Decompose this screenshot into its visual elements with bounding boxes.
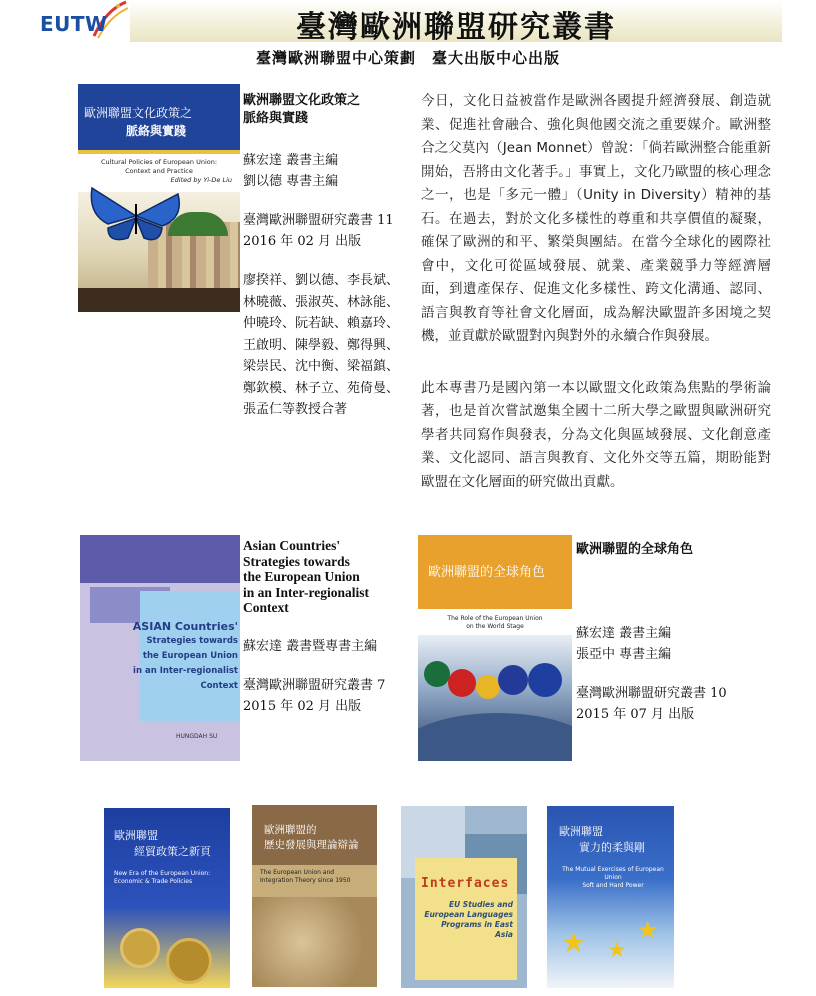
book-title: Asian Countries' Strategies towards the European Union in an Inter-regionalist Context [243, 538, 370, 615]
author-list: 廖揆祥、劉以德、李長斌、 林曉薇、張淑英、林詠能、 仲曉玲、阮若缺、賴嘉玲、 王啟明、陳學毅、鄭得興、 梁崇民、沈中衡、梁福鎮、 鄭欽模、林子立、苑倚曼、 張孟仁等教授合著 [243, 273, 400, 417]
star-icon: ★ [561, 926, 587, 959]
eutw-logo: EUTW [40, 12, 108, 36]
star-icon: ★ [637, 916, 659, 944]
cover-title: 歐洲聯盟文化政策之 脈絡與實踐 [84, 106, 193, 138]
series-number: 臺灣歐洲聯盟研究叢書 10 [576, 686, 727, 701]
book-info-cultural-policies [243, 92, 413, 421]
euro-coin-icon [120, 928, 160, 968]
star-icon: ★ [607, 938, 627, 963]
book-cover-interfaces[interactable]: Interfaces EU Studies and European Languages Programs in East Asia [401, 806, 527, 988]
cover-title: Interfaces [421, 876, 510, 891]
page-subtitle: 臺灣歐洲聯盟中心策劃 臺大出版中心出版 [255, 49, 560, 67]
cover-title: 歐洲聯盟 實力的柔與剛 [559, 825, 645, 854]
page-title: 臺灣歐洲聯盟研究叢書 [296, 10, 616, 45]
series-number: 臺灣歐洲聯盟研究叢書 7 [243, 677, 386, 693]
book-description [421, 90, 771, 494]
description-paragraph-2: 此本專書乃是國內第一本以歐盟文化政策為焦點的學術論著，也是首次嘗試邀集全國十二所大學之歐盟與歐洲研究學者共同寫作與發表，分為文化與區域發展、文化創意產業、文化認同、語言與教育、文化外交等五篇，期盼能對歐盟在文化層面的研究做出貢獻。 [421, 379, 771, 490]
book-cover-integration-theory[interactable]: 歐洲聯盟的 歷史發展與理論辯論 The European Union and Integration Theory since 1950 [252, 805, 377, 987]
page-header [0, 0, 816, 74]
publication-date: 2015 年 07 月 出版 [576, 707, 695, 722]
old-map-illustration [252, 897, 377, 987]
book-cover-trade-policies[interactable]: 歐洲聯盟 經貿政策之新頁 New Era of the European Union: Economic & Trade Policies [104, 808, 230, 988]
cover-title: ASIAN Countries' Strategies towards the European Union in an Inter-regionalist Context [132, 620, 238, 691]
series-number: 臺灣歐洲聯盟研究叢書 11 [243, 213, 394, 228]
butterfly-icon [88, 184, 184, 248]
book-editor: 劉以德 專書主編 [243, 174, 339, 189]
book-cover-asian-countries[interactable] [80, 535, 240, 761]
cover-editor: HUNGDAH SU [176, 733, 218, 740]
book-editor: 張亞中 專書主編 [576, 647, 672, 662]
euro-coin-icon [166, 938, 212, 984]
publication-date: 2016 年 02 月 出版 [243, 234, 362, 249]
book-title: 歐洲聯盟文化政策之 脈絡與實踐 [243, 93, 361, 126]
publication-date: 2015 年 02 月 出版 [243, 698, 362, 714]
description-paragraph-1: 今日，文化日益被當作是歐洲各國提升經濟發展、創造就業、促進社會融合、強化與他國交流之重要媒介。歐洲整合之父莫內（Jean Monnet）曾說：「倘若歐洲整合能重新開始，吾將由文化著手。」事實上，文化乃歐盟的核心理念之一，也是「多元一體」（Unity in Diversity）精神的基石。在過去，對於文化多樣性的尊重和共享價值的凝聚，確保了歐洲的和平、繁榮與團結。在當今全球化的國際社會中，文化可從區域發展、就業、產業競爭力等經濟層面，到遺產保存、促進文化多樣性、跨文化溝通、認同、語言與教育等社會文化層面，成為解決歐盟許多困境之契機，並貢獻於歐盟對內與對外的永續合作與發展。 [421, 93, 771, 344]
book-cover-soft-hard-power[interactable]: 歐洲聯盟 實力的柔與剛 The Mutual Exercises of European Union Soft and Hard Power ★ ★ ★ [547, 806, 674, 988]
book-cover-global-role[interactable]: 歐洲聯盟的全球角色 The Role of the European Union on the World Stage [418, 535, 572, 761]
book-info-global-role [576, 541, 776, 725]
book-title: 歐洲聯盟的全球角色 [576, 542, 694, 557]
book-cover-cultural-policies[interactable]: 歐洲聯盟文化政策之 脈絡與實踐 Cultural Policies of European Union: Context and Practice Edited by Yi-De Liu [78, 84, 240, 312]
cover-title: 歐洲聯盟 經貿政策之新頁 [114, 829, 211, 858]
cover-title: 歐洲聯盟的 歷史發展與理論辯論 [264, 824, 359, 851]
book-info-asian-countries [243, 538, 413, 717]
series-editor: 蘇宏達 叢書主編 [243, 153, 339, 168]
cover-title: 歐洲聯盟的全球角色 [428, 565, 546, 580]
flag-balloons-illustration [418, 635, 572, 761]
book-editor: 蘇宏達 叢書暨專書主編 [243, 638, 378, 654]
series-editor: 蘇宏達 叢書主編 [576, 626, 672, 641]
